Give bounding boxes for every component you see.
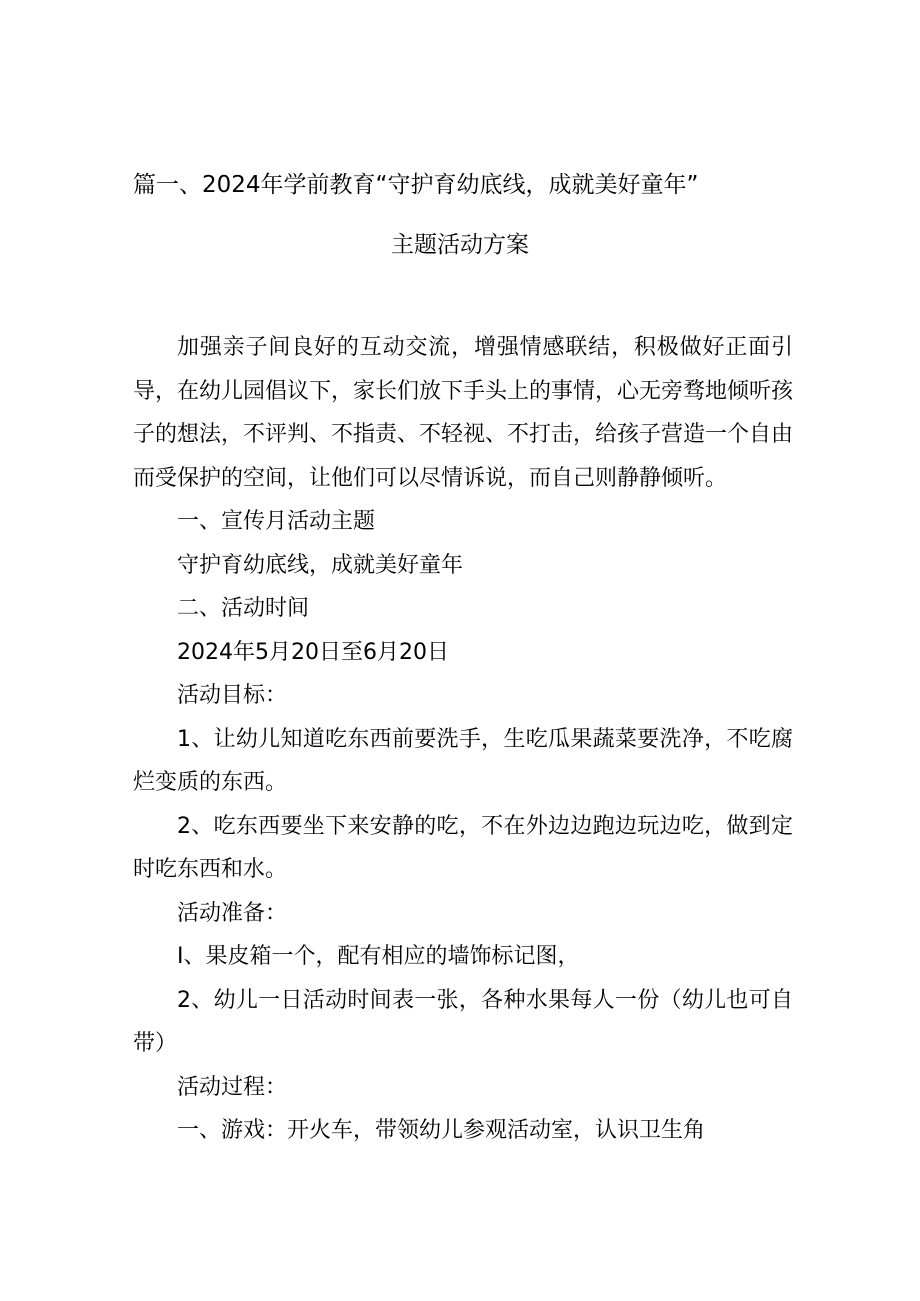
preparation-item-2: 2、幼儿一日活动时间表一张，各种水果每人一份（幼儿也可自带）: [133, 987, 793, 1056]
document-body: [133, 326, 793, 1153]
time-text: 2024年5月20日至6月20日: [177, 639, 449, 665]
theme-text: 守护育幼底线，成就美好童年: [177, 552, 464, 578]
process-heading: 活动过程：: [177, 1074, 288, 1100]
goals-heading: 活动目标：: [177, 683, 288, 708]
section-heading-time: 二、活动时间: [177, 596, 310, 621]
preparation-item-1: I、果皮箱一个，配有相应的墙饰标记图，: [177, 944, 580, 969]
goal-item-1: 1、让幼儿知道吃东西前要洗手，生吃瓜果蔬菜要洗净，不吃腐烂变质的东西。: [133, 726, 793, 795]
document-title-line-1: 篇一、2024年学前教育“守护育幼底线，成就美好童年”: [133, 172, 699, 198]
document-title-line-2: 主题活动方案: [391, 232, 529, 258]
goal-item-2: 2、吃东西要坐下来安静的吃，不在外边边跑边玩边吃，做到定时吃东西和水。: [133, 813, 793, 882]
preparation-heading: 活动准备：: [177, 900, 288, 926]
process-step-1: 一、游戏：开火车，带领幼儿参观活动室，认识卫生角: [177, 1118, 706, 1143]
intro-paragraph: 加强亲子间良好的互动交流，增强情感联结，积极做好正面引导，在幼儿园倡议下，家长们放下手头上的事情，心无旁骛地倾听孩子的想法，不评判、不指责、不轻视、不打击，给孩子营造一个自由而受保护的空间，让他们可以尽情诉说，而自己则静静倾听。: [133, 335, 794, 491]
section-heading-theme: 一、宣传月活动主题: [177, 509, 376, 534]
